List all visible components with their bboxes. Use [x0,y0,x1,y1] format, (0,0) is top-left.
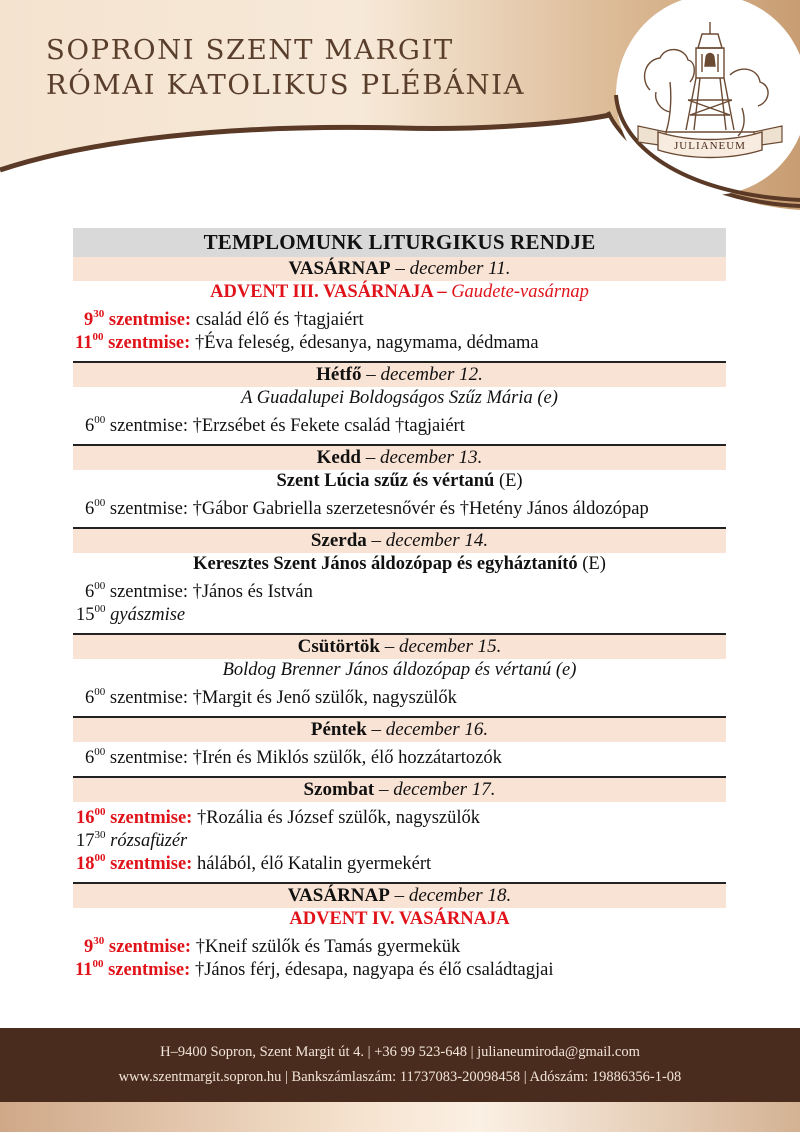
day-header [73,363,726,387]
day-header [73,778,726,802]
mass-hour: 11 [75,333,93,354]
day-name: Szombat [303,779,375,800]
feast-main: ADVENT IV. VASÁRNAJA [289,909,510,929]
mass-hour: 9 [84,937,94,958]
parish-name-line2: RÓMAI KATOLIKUS PLÉBÁNIA [46,69,526,101]
mass-label: szentmise: [109,748,188,769]
mass-intention: †Kneif szülők és Tamás gyermekük [195,937,461,958]
mass-label: szentmise: [109,416,188,437]
mass-entry [73,802,726,829]
mass-entry [73,682,726,709]
footer [0,1028,800,1132]
feast-separator: – [432,282,452,302]
mass-entry [73,931,726,958]
day-tuesday-dec-13 [73,444,726,527]
mass-minute: 00 [94,746,106,758]
feast-rank: (E) [582,554,606,574]
mass-intention: †Margit és Jenő szülők, nagyszülők [192,688,457,709]
mass-minute: 00 [94,686,106,698]
mass-entry [73,742,726,769]
day-name: Szerda [310,530,367,551]
mass-minute: 00 [94,414,106,426]
day-name: Hétfő [316,364,362,385]
mass-label: szentmise: [108,333,191,354]
mass-intention: †Erzsébet és Fekete család †tagjaiért [192,416,465,437]
feast-title [73,553,726,576]
mass-minute: 30 [93,935,105,947]
feast-main: Keresztes Szent János áldozópap és egyháztanító [193,554,578,574]
day-sunday-dec-11 [73,257,726,361]
day-name: Kedd [316,447,361,468]
mass-entry [73,304,726,331]
mass-hour: 6 [85,499,95,520]
footer-bank-info: www.szentmargit.sopron.hu | Bankszámlaszám: 11737083-20098458 | Adószám: 19886356-1-08 [118,1069,682,1085]
mass-intention: †János és István [192,582,313,603]
mass-label: szentmise: [108,310,192,331]
footer-decor-strip [0,1102,800,1132]
mass-minute: 00 [94,806,106,818]
mass-intention: †Rozália és József szülők, nagyszülők [196,808,481,829]
mass-hour: 16 [76,808,95,829]
day-friday-dec-16 [73,716,726,776]
mass-intention: †Éva feleség, édesanya, nagymama, dédmama [194,333,539,354]
day-header [73,635,726,659]
mass-label: szentmise: [109,582,188,603]
mass-minute: 00 [94,580,106,592]
feast-main: ADVENT III. VASÁRNAJA [210,282,433,302]
day-header [73,718,726,742]
schedule-title: TEMPLOMUNK LITURGIKUS RENDJE [73,228,726,257]
day-saturday-dec-17 [73,776,726,882]
mass-entry [73,576,726,603]
day-date: – december 11. [395,258,511,279]
liturgical-schedule [73,228,726,981]
mass-entry [73,848,726,875]
feast-title [73,281,726,304]
mass-intention: †Gábor Gabriella szerzetesnővér és †Hetény János áldozópap [192,499,649,520]
day-date: – december 12. [366,364,483,385]
mass-minute: 30 [93,308,105,320]
mass-entry [73,410,726,437]
mass-label: szentmise: [110,808,193,829]
mass-intention: †Irén és Miklós szülők, élő hozzátartozók [192,748,502,769]
mass-label: szentmise: [108,960,191,981]
day-thursday-dec-15 [73,633,726,716]
feast-main: Szent Lúcia szűz és vértanú [276,471,495,491]
day-name: Csütörtök [297,636,380,657]
mass-entry [73,493,726,520]
day-header [73,446,726,470]
mass-minute: 30 [94,829,106,841]
mass-hour: 9 [84,310,94,331]
day-header [73,884,726,908]
day-sunday-dec-18 [73,882,726,981]
feast-main: A Guadalupei Boldogságos Szűz Mária (e) [241,388,558,408]
mass-entry [73,825,726,852]
mass-minute: 00 [94,852,106,864]
mass-label: szentmise: [109,499,188,520]
mass-hour: 6 [85,748,95,769]
mass-hour: 15 [76,605,95,626]
day-name: Péntek [310,719,367,740]
mass-entry [73,599,726,626]
mass-minute: 00 [92,958,104,970]
day-wednesday-dec-14 [73,527,726,633]
day-date: – december 15. [384,636,502,657]
day-date: – december 18. [394,885,512,906]
mass-minute: 00 [92,331,104,343]
day-date: – december 13. [365,447,483,468]
footer-contact: H–9400 Sopron, Szent Margit út 4. | +36 99 523-648 | julianeumiroda@gmail.com [160,1044,640,1060]
mass-intention: család élő és †tagjaiért [195,310,364,331]
feast-main: Boldog Brenner János áldozópap és vértanú (e) [222,660,577,680]
mass-entry [73,327,726,354]
feast-title [73,470,726,493]
day-header [73,529,726,553]
mass-label: szentmise: [110,854,193,875]
mass-hour: 17 [76,831,95,852]
mass-minute: 00 [94,497,106,509]
feast-title [73,659,726,682]
mass-hour: 6 [85,416,95,437]
mass-intention: hálából, élő Katalin gyermekért [196,854,432,875]
mass-intention: gyászmise [110,605,186,626]
day-name: VASÁRNAP [287,885,390,906]
parish-name-line1: SOPRONI SZENT MARGIT [46,34,454,66]
mass-hour: 6 [85,688,95,709]
mass-hour: 11 [75,960,93,981]
day-name: VASÁRNAP [288,258,391,279]
feast-title [73,387,726,410]
day-date: – december 17. [378,779,496,800]
logo-text: JULIANEUM [674,140,746,152]
mass-hour: 6 [85,582,95,603]
mass-label: szentmise: [108,937,192,958]
feast-extra: Gaudete-vasárnap [451,282,589,302]
feast-rank: (E) [498,471,523,491]
mass-hour: 18 [76,854,95,875]
mass-minute: 00 [94,603,106,615]
day-monday-dec-12 [73,361,726,444]
julianeum-bell-tower-logo [630,20,790,170]
day-date: – december 14. [371,530,489,551]
mass-label: szentmise: [109,688,188,709]
feast-title [73,908,726,931]
day-header [73,257,726,281]
mass-entry [73,954,726,981]
mass-intention: †János férj, édesapa, nagyapa és élő családtagjai [194,960,554,981]
day-date: – december 16. [371,719,489,740]
mass-intention: rózsafüzér [110,831,188,852]
